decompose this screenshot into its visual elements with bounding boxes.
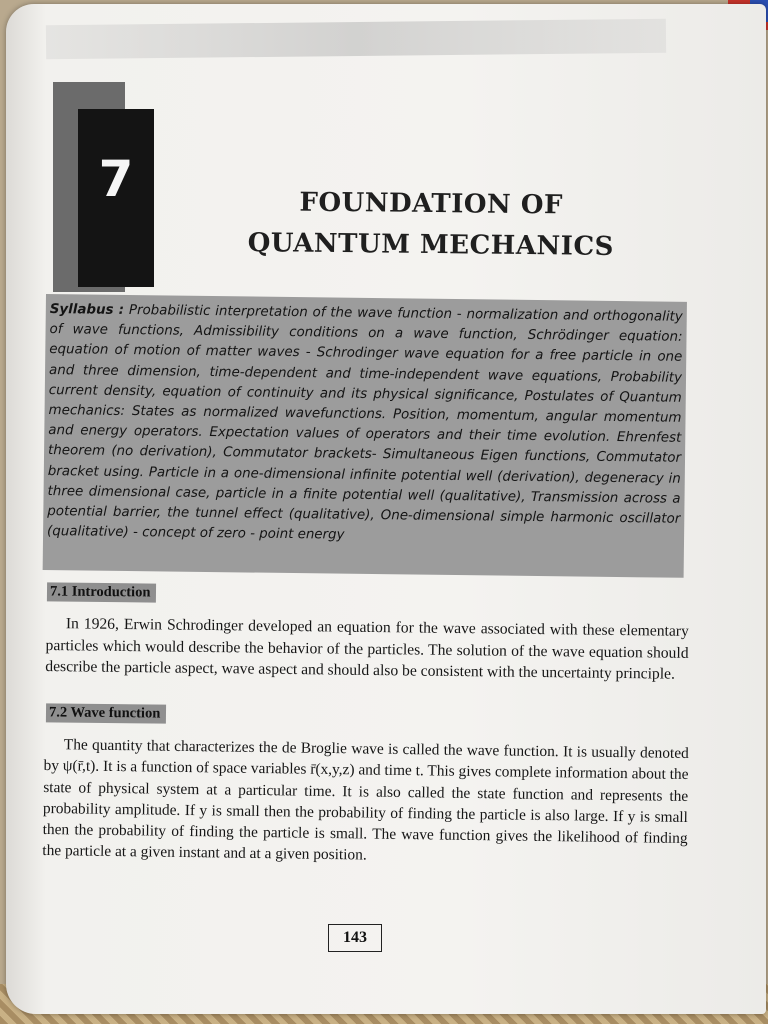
section-heading-label: 7.1 Introduction <box>47 582 157 602</box>
section-heading-label: 7.2 Wave function <box>46 703 167 723</box>
page-number: 143 <box>328 924 382 952</box>
syllabus-text: Probabilistic interpretation of the wave function - normalization and orthogonality of wave functions, Admissibility conditions on a wave function, Schrödinger equation: equation of motion of matter waves - Schrodinger wave equation for a free particle in one and three dimension, time-dependent and time-independent wave equations, Probability current density, equation of continuity and its physical significance, Postulates of Quantum mechanics: States as normalized wavefunctions. Position, momentum, angular momentum and energy operators. Expectation values of operators and their time evolution. Ehrenfest theorem (no derivation), Commutator brackets- Simultaneous Eigen functions, Commutator bracket using. Particle in a one-dimensional infinite potential well (derivation), degeneracy in three dimensional case, particle in a finite potential well (qualitative), Transmission across a potential barrier, the tunnel effect (qualitative), One-dimensional simple harmonic oscillator (qualitative) - concept of zero - point energy <box>47 303 683 543</box>
section-heading-introduction <box>47 580 157 602</box>
chapter-title-line-1: FOUNDATION OF <box>299 187 564 221</box>
chapter-title <box>211 182 652 269</box>
wave-function-paragraph: The quantity that characterizes the de Broglie wave is called the wave function. It is usually denoted by ψ(r̄,t). It is a function of space variables r̄(x,y,z) and time t. This gives complete information about the state of physical system at a particular time. It is also called the state function and represents the probability amplitude. If y is small then the probability of finding the particle is also large. If y is small then the probability of finding the particle is small. The wave function gives the likelihood of finding the particle at a given instant and at a given position. <box>42 736 689 865</box>
section-heading-wave-function <box>46 701 167 723</box>
book-page <box>6 4 766 1014</box>
chapter-title-line-2: QUANTUM MECHANICS <box>247 228 615 262</box>
show-through-header <box>46 19 666 59</box>
syllabus-box <box>43 294 687 578</box>
chapter-number: 7 <box>98 150 134 208</box>
syllabus-label: Syllabus : <box>49 302 125 318</box>
introduction-paragraph: In 1926, Erwin Schrodinger developed an equation for the wave associated with these elementary particles which would describe the behavior of the particles. The solution of the wave equation should describe the particle aspect, wave aspect and should also be consistent with the uncertainty principle. <box>45 615 689 683</box>
